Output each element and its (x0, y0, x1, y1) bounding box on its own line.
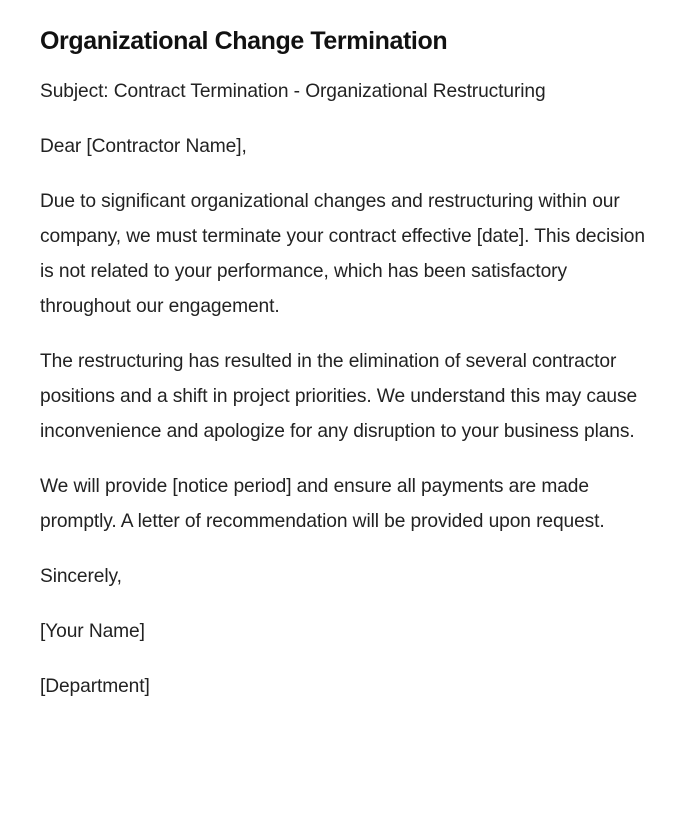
closing: Sincerely, (40, 566, 122, 587)
body-paragraph-3: We will provide [notice period] and ensure all payments are made promptly. A letter of recommendation will be provided upon request. (40, 476, 605, 532)
subject-line: Subject: Contract Termination - Organizational Restructuring (40, 81, 546, 102)
signature-name: [Your Name] (40, 621, 145, 642)
body-paragraph-1: Due to significant organizational changes and restructuring within our company, we must terminate your contract effective [date]. This decision is not related to your performance, which has been satisfactory throughout our engagement. (40, 191, 645, 317)
salutation: Dear [Contractor Name], (40, 136, 247, 157)
signature-department: [Department] (40, 676, 150, 697)
document-title: Organizational Change Termination (40, 27, 448, 55)
body-paragraph-2: The restructuring has resulted in the elimination of several contractor positions and a shift in project priorities. We understand this may cause inconvenience and apologize for any disruption to your business plans. (40, 351, 638, 442)
